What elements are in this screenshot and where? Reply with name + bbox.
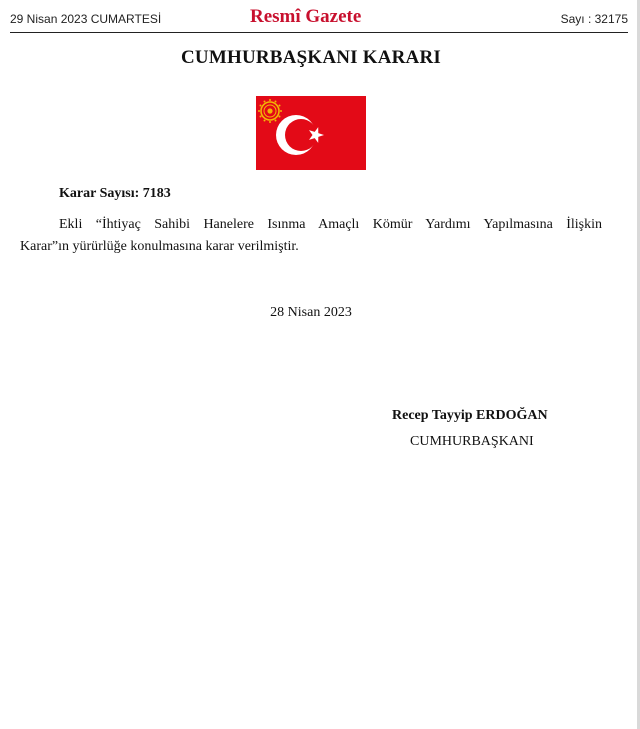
signatory-title: CUMHURBAŞKANI — [410, 434, 534, 449]
body-paragraph-line-2: Karar”ın yürürlüğe konulmasına karar verilmiştir. — [20, 239, 299, 254]
turkish-flag-icon — [256, 96, 366, 170]
decision-body — [20, 214, 602, 258]
signatory-name: Recep Tayyip ERDOĞAN — [392, 408, 548, 423]
gazette-header — [10, 4, 628, 32]
decision-number: Karar Sayısı: 7183 — [59, 186, 171, 201]
header-divider — [10, 32, 628, 33]
body-paragraph-line-1: Ekli “İhtiyaç Sahibi Hanelere Isınma Amaçlı Kömür Yardımı Yapılmasına İlişkin — [59, 217, 602, 232]
gazette-title: Resmî Gazete — [250, 6, 362, 27]
document-title: CUMHURBAŞKANI KARARI — [181, 47, 441, 68]
issue-number: Sayı : 32175 — [560, 12, 628, 26]
signing-date: 28 Nisan 2023 — [270, 305, 352, 320]
header-date: 29 Nisan 2023 CUMARTESİ — [10, 12, 162, 26]
